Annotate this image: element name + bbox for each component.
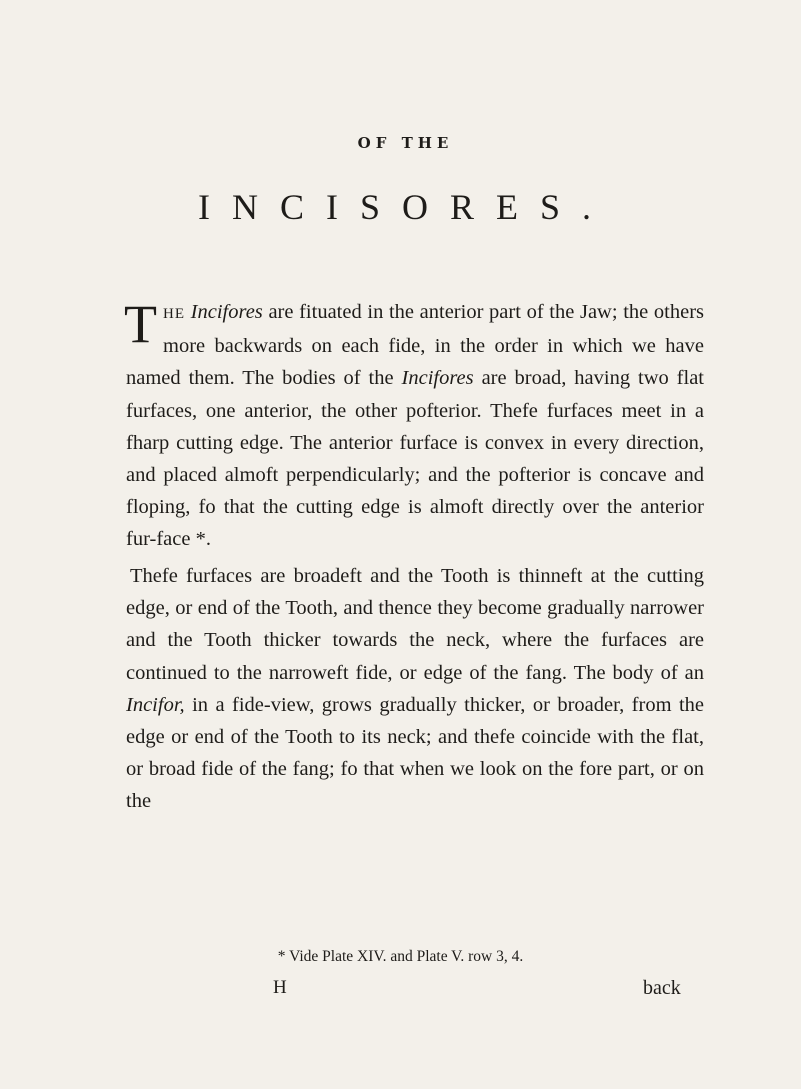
- paragraph-1-text-b: are broad, having two flat furfaces, one anterior, the other pofterior. Thefe furfaces meet in a fharp cutting edge. The anterior furface is convex in every direction, and placed almoft perpendicularly; and the pofterior is concave and floping, fo that the cutting edge is almoft directly over the anterior fur-face *.: [126, 367, 705, 551]
- catchword: back: [643, 977, 681, 999]
- paragraph-1: [126, 296, 704, 556]
- signature-mark: H: [273, 977, 287, 998]
- term-incifores-2: Incifores: [401, 367, 474, 390]
- running-title: OF THE: [357, 134, 454, 152]
- term-incifor: Incifor,: [126, 693, 185, 716]
- chapter-title: INCISORES.: [197, 187, 614, 227]
- paragraph-2-text-a: Thefe furfaces are broadeft and the Tooth is thinneft at the cutting edge, or end of the Tooth, and thence they become gradually narrower and the Tooth thicker towards the neck, where the furfaces are continued to the narroweft fide, or edge of the fang. The body of an: [126, 565, 704, 684]
- paragraph-2-text-b: in a fide-view, grows gradually thicker, or broader, from the edge or end of the Tooth to its neck; and thefe coincide with the flat, or broad fide of the fang; fo that when we look on the fore part, or on the: [126, 693, 704, 813]
- drop-cap: T: [124, 294, 157, 354]
- paragraph-2: [126, 560, 704, 818]
- term-incifores: Incifores: [190, 301, 263, 323]
- footnote: * Vide Plate XIV. and Plate V. row 3, 4.: [277, 948, 524, 965]
- lead-caps: HE: [163, 306, 185, 322]
- paragraph-1-text-a: are fituated in the anterior part of the Jaw; the others more backwards on each fide, in the order in which we have named them. The bodies of the: [126, 301, 705, 390]
